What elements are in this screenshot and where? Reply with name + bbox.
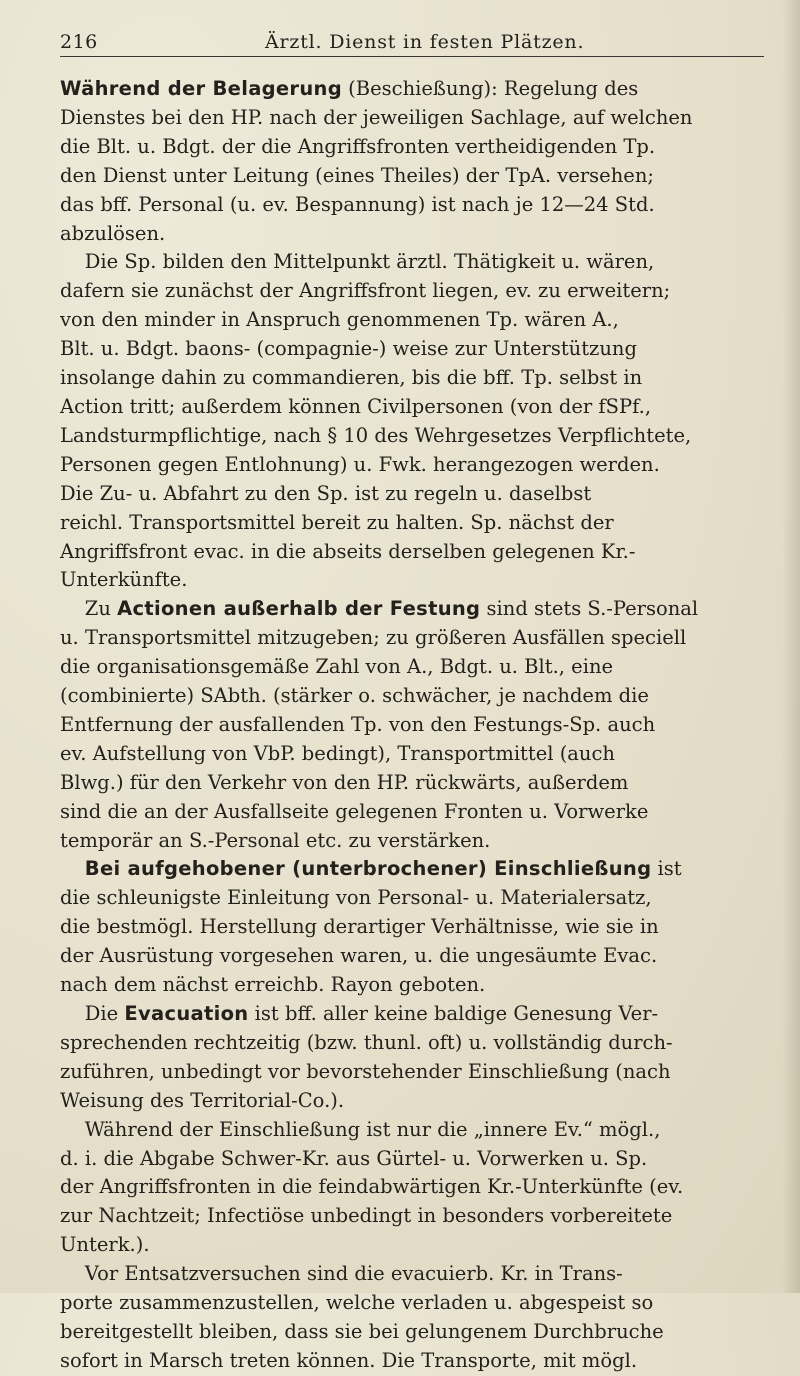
- text-line: [60, 306, 764, 335]
- text-segment: Personen gegen Entlohnung) u. Fwk. herangezogen werden.: [60, 452, 660, 476]
- text-segment: ist bff. aller keine baldige Genesung Ver-: [248, 1002, 659, 1025]
- text-line: [60, 798, 764, 827]
- text-segment: von den minder in Anspruch genommenen Tp. wären A.,: [60, 308, 619, 332]
- page-edge-shadow: [782, 0, 800, 1293]
- text-segment: Unterkünfte.: [60, 568, 188, 592]
- text-segment: den Dienst unter Leitung (eines Theiles) der TpA. versehen;: [60, 163, 654, 187]
- text-segment: Landsturmpflichtige, nach § 10 des Wehrgesetzes Verpflichtete,: [60, 423, 692, 447]
- text-line: [60, 220, 764, 249]
- text-segment: temporär an S.-Personal etc. zu verstärken.: [60, 828, 491, 852]
- text-line: [60, 1347, 764, 1376]
- text-segment: Unterk.).: [60, 1233, 150, 1257]
- text-segment: sprechenden rechtzeitig (bzw. thunl. oft) u. vollständig durch-: [60, 1030, 673, 1054]
- text-line: [60, 133, 764, 162]
- text-line: [60, 1000, 764, 1029]
- text-line: [60, 1231, 764, 1260]
- text-segment: nach dem nächst erreichb. Rayon geboten.: [60, 973, 486, 997]
- text-line: [60, 1173, 764, 1202]
- text-segment: Blt. u. Bdgt. baons- (compagnie-) weise zur Unterstützung: [60, 337, 637, 361]
- text-segment: abzulösen.: [60, 221, 166, 245]
- text-line: [60, 364, 764, 393]
- body-text: [60, 75, 764, 1376]
- text-segment: ist: [651, 857, 682, 881]
- bold-heading: Bei aufgehobener (unterbrochener) Einschließung: [84, 857, 652, 881]
- text-segment: sind stets S.-Personal: [480, 597, 699, 621]
- text-line: [60, 884, 764, 913]
- text-segment: reichl. Transportsmittel bereit zu halten. Sp. nächst der: [60, 510, 614, 534]
- text-segment: dafern sie zunächst der Angriffsfront liegen, ev. zu erweitern;: [60, 279, 671, 303]
- text-line: [60, 942, 764, 971]
- text-segment: die Blt. u. Bdgt. der die Angriffsfronten vertheidigenden Tp.: [60, 134, 656, 158]
- text-line: [60, 1087, 764, 1116]
- book-page: [60, 30, 764, 1376]
- text-segment: die schleunigste Einleitung von Personal- u. Materialersatz,: [60, 886, 652, 910]
- text-segment: u. Transportsmittel mitzugeben; zu größeren Ausfällen speciell: [60, 626, 687, 650]
- text-line: [60, 1289, 764, 1318]
- text-segment: Blwg.) für den Verkehr von den HP. rückwärts, außerdem: [60, 770, 629, 794]
- text-segment: die bestmögl. Herstellung derartiger Verhältnisse, wie sie in: [60, 915, 659, 939]
- text-line: [60, 509, 764, 538]
- text-line: [60, 1116, 764, 1145]
- text-line: [60, 162, 764, 191]
- text-segment: zuführen, unbedingt vor bevorstehender Einschließung (nach: [60, 1059, 671, 1083]
- text-line: [60, 740, 764, 769]
- text-line: [60, 277, 764, 306]
- text-line: [60, 1260, 764, 1289]
- text-line: [60, 191, 764, 220]
- text-line: [60, 1202, 764, 1231]
- text-segment: ev. Aufstellung von VbP. bedingt), Transportmittel (auch: [60, 741, 615, 765]
- text-segment: Action tritt; außerdem können Civilpersonen (von der fSPf.,: [60, 394, 652, 418]
- text-line: [60, 1145, 764, 1174]
- running-title: Ärztl. Dienst in festen Plätzen.: [265, 31, 585, 53]
- text-line: [60, 451, 764, 480]
- text-line: [60, 422, 764, 451]
- text-line: [60, 769, 764, 798]
- text-line: [60, 827, 764, 856]
- text-segment: zur Nachtzeit; Infectiöse unbedingt in besonders vorbereitete: [60, 1204, 673, 1228]
- text-segment: sofort in Marsch treten können. Die Transporte, mit mögl.: [60, 1348, 638, 1372]
- text-segment: Die: [60, 1002, 125, 1025]
- text-line: [60, 595, 764, 624]
- text-line: [60, 913, 764, 942]
- text-line: [60, 335, 764, 364]
- text-line: [60, 711, 764, 740]
- text-segment: Die Zu- u. Abfahrt zu den Sp. ist zu regeln u. daselbst: [60, 481, 592, 505]
- text-segment: Weisung des Territorial-Co.).: [60, 1088, 345, 1112]
- text-segment: (combinierte) SAbth. (stärker o. schwächer, je nachdem die: [60, 684, 649, 708]
- text-line: [60, 248, 764, 277]
- page-number: 216: [60, 31, 98, 53]
- text-line: [60, 1058, 764, 1087]
- text-segment: Die Sp. bilden den Mittelpunkt ärztl. Thätigkeit u. wären,: [60, 250, 655, 274]
- text-segment: bereitgestellt bleiben, dass sie bei gelungenem Durchbruche: [60, 1319, 664, 1343]
- text-segment: Zu: [60, 597, 118, 621]
- text-line: [60, 1318, 764, 1347]
- text-segment: der Angriffsfronten in die feindabwärtigen Kr.-Unterkünfte (ev.: [60, 1175, 684, 1199]
- text-line: [60, 104, 764, 133]
- text-segment: d. i. die Abgabe Schwer-Kr. aus Gürtel- u. Vorwerken u. Sp.: [60, 1146, 648, 1170]
- text-segment: Vor Entsatzversuchen sind die evacuierb. Kr. in Trans-: [60, 1262, 623, 1286]
- text-line: [60, 624, 764, 653]
- text-line: [60, 855, 764, 884]
- text-line: [60, 682, 764, 711]
- bold-heading: Actionen außerhalb der Festung: [117, 597, 481, 621]
- text-segment: (Beschießung): Regelung des: [341, 77, 639, 100]
- text-segment: Entfernung der ausfallenden Tp. von den Festungs-Sp. auch: [60, 712, 656, 736]
- text-line: [60, 75, 764, 104]
- text-segment: Angriffsfront evac. in die abseits derselben gelegenen Kr.-: [60, 539, 636, 563]
- text-segment: insolange dahin zu commandieren, bis die bff. Tp. selbst in: [60, 366, 643, 390]
- text-segment: porte zusammenzustellen, welche verladen u. abgespeist so: [60, 1291, 654, 1315]
- text-line: [60, 971, 764, 1000]
- text-segment: sind die an der Ausfallseite gelegenen Fronten u. Vorwerke: [60, 799, 649, 823]
- text-line: [60, 538, 764, 567]
- page-header: [60, 30, 764, 57]
- text-segment: der Ausrüstung vorgesehen waren, u. die ungesäumte Evac.: [60, 944, 658, 968]
- text-line: [60, 393, 764, 422]
- text-line: [60, 566, 764, 595]
- text-line: [60, 1029, 764, 1058]
- text-segment: das bff. Personal (u. ev. Bespannung) ist nach je 12—24 Std.: [60, 192, 655, 216]
- text-segment: die organisationsgemäße Zahl von A., Bdgt. u. Blt., eine: [60, 655, 614, 679]
- text-segment: Dienstes bei den HP. nach der jeweiligen Sachlage, auf welchen: [60, 105, 693, 129]
- bold-heading: Evacuation: [124, 1002, 249, 1025]
- text-line: [60, 480, 764, 509]
- text-segment: [60, 857, 85, 880]
- text-line: [60, 653, 764, 682]
- bold-heading: Während der Belagerung: [60, 77, 342, 100]
- text-segment: Während der Einschließung ist nur die „innere Ev.“ mögl.,: [60, 1117, 661, 1141]
